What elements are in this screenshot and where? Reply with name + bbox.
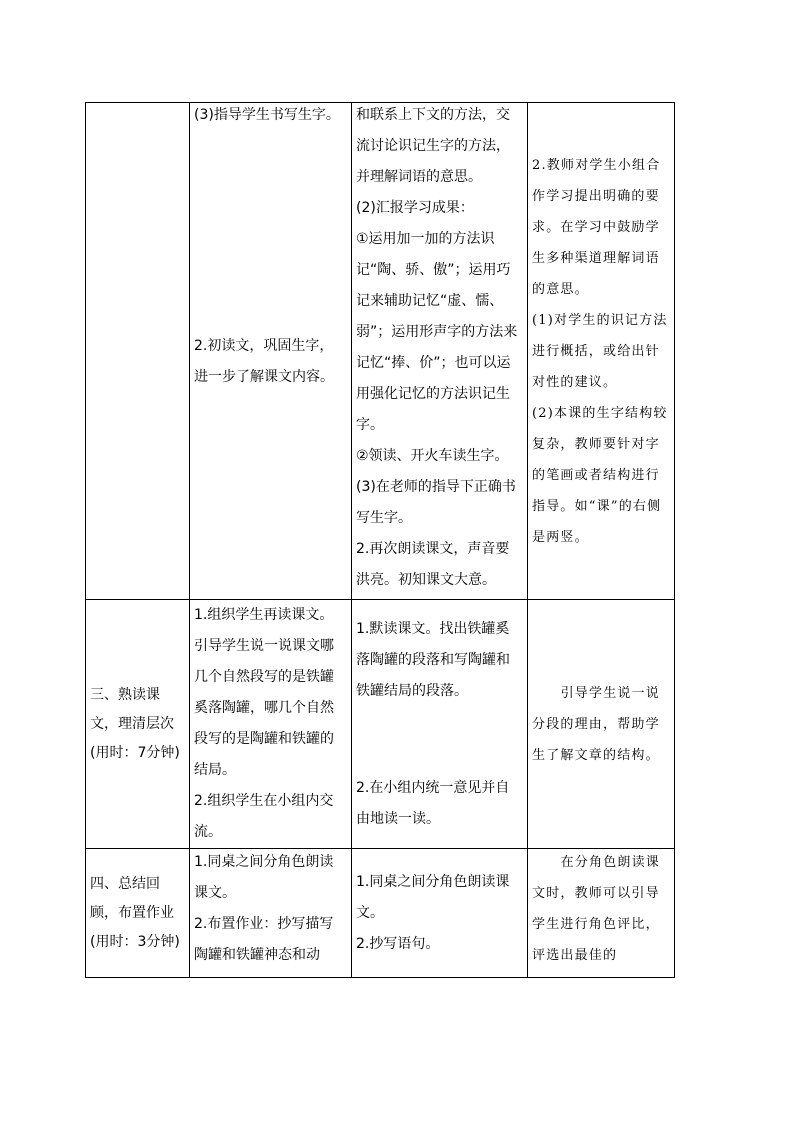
teacher-step: (3)指导学生书写生字。 xyxy=(194,107,340,123)
design-note: 在分角色朗读课文时，教师可以引导学生进行角色评比，评选出最佳的 xyxy=(532,855,660,963)
student-step: 2.再次朗读课文，声音要洪亮。初知课文大意。 xyxy=(356,541,510,588)
stage-cell xyxy=(86,103,190,600)
student-activity-cell xyxy=(352,600,528,849)
student-step: (2)汇报学习成果： xyxy=(356,200,474,216)
student-step: 和联系上下文的方法，交流讨论识记生字的方法，并理解词语的意思。 xyxy=(356,107,510,185)
stage-title: 四、总结回顾，布置作业(用时：3分钟) xyxy=(90,875,180,950)
stage-title: 三、熟读课文，理清层次(用时：7分钟) xyxy=(90,686,180,761)
design-note: (2)本课的生字结构较复杂，教师要针对字的笔画或者结构进行指导。如“课”的右侧是两竖。 xyxy=(532,405,668,545)
teacher-activity-cell xyxy=(190,103,352,600)
teacher-step: 2.初读文，巩固生字，进一步了解课文内容。 xyxy=(194,338,334,385)
design-note: 引导学生说一说分段的理由，帮助学生了解文章的结构。 xyxy=(532,685,660,763)
teacher-step: 1.同桌之间分角色朗读课文。 xyxy=(194,854,334,901)
student-step: (3)在老师的指导下正确书写生字。 xyxy=(356,479,516,526)
design-intent-cell xyxy=(528,600,675,849)
student-activity-cell xyxy=(352,103,528,600)
student-step: ①运用加一加的方法识记“陶、骄、傲”；运用巧记来辅助记忆“虚、懦、弱”；运用形声字的方法来记忆“捧、价”；也可以运用强化记忆的方法识记生字。 xyxy=(356,231,518,433)
student-step: 1.默读课文。找出铁罐奚落陶罐的段落和写陶罐和铁罐结局的段落。 xyxy=(356,620,510,699)
design-note: 2.教师对学生小组合作学习提出明确的要求。在学习中鼓励学生多种渠道理解词语的意思。 xyxy=(532,157,661,297)
design-intent-cell xyxy=(528,103,675,600)
teacher-activity-cell xyxy=(190,849,352,978)
teacher-step: 2.组织学生在小组内交流。 xyxy=(194,793,334,840)
design-note: (1)对学生的识记方法进行概括，或给出针对性的建议。 xyxy=(532,312,668,390)
lesson-plan-table xyxy=(85,102,675,978)
teacher-activity-cell xyxy=(190,600,352,849)
teacher-step: 2.布置作业：抄写描写陶罐和铁罐神态和动 xyxy=(194,916,334,963)
table-row xyxy=(86,600,675,849)
student-step: 1.同桌之间分角色朗读课文。 xyxy=(356,873,510,921)
teacher-step: 1.组织学生再读课文。引导学生说一说课文哪几个自然段写的是铁罐奚落陶罐，哪几个自然段写的是陶罐和铁罐的结局。 xyxy=(194,607,334,778)
student-step: 2.在小组内统一意见并自由地读一读。 xyxy=(356,779,510,827)
design-intent-cell xyxy=(528,849,675,978)
table-row xyxy=(86,849,675,978)
student-step: ②领读、开火车读生字。 xyxy=(356,448,509,464)
table-row xyxy=(86,103,675,600)
stage-cell xyxy=(86,600,190,849)
student-activity-cell xyxy=(352,849,528,978)
stage-cell xyxy=(86,849,190,978)
student-step: 2.抄写语句。 xyxy=(356,935,440,952)
